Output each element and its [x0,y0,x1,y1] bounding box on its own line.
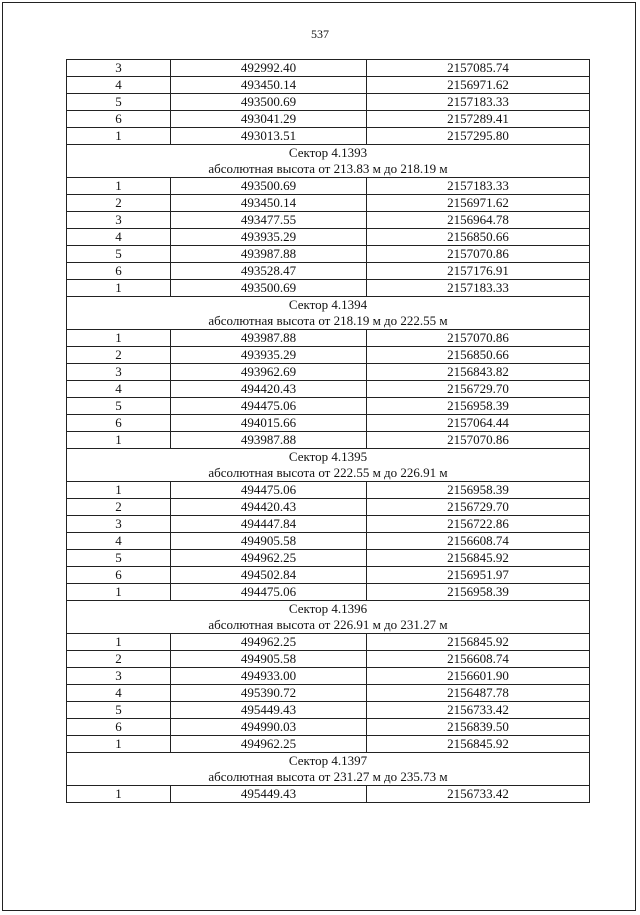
sector-title: Сектор 4.1395 [67,449,590,466]
table-row [67,736,590,753]
point-number: 3 [67,212,171,229]
table-row [67,432,590,449]
table-row [67,347,590,364]
x-coordinate: 493500.69 [171,280,367,297]
point-number: 1 [67,128,171,145]
x-coordinate: 495390.72 [171,685,367,702]
x-coordinate: 493528.47 [171,263,367,280]
x-coordinate: 493962.69 [171,364,367,381]
sector-height: абсолютная высота от 218.19 м до 222.55 м [67,313,590,330]
point-number: 3 [67,668,171,685]
table-row [67,634,590,651]
point-number: 6 [67,719,171,736]
x-coordinate: 493477.55 [171,212,367,229]
x-coordinate: 495449.43 [171,786,367,803]
sector-height-row [67,465,590,482]
y-coordinate: 2156722.86 [367,516,590,533]
x-coordinate: 493987.88 [171,330,367,347]
point-number: 1 [67,584,171,601]
point-number: 1 [67,634,171,651]
point-number: 5 [67,398,171,415]
table-row [67,94,590,111]
point-number: 5 [67,702,171,719]
table-row [67,330,590,347]
x-coordinate: 493013.51 [171,128,367,145]
table-row [67,280,590,297]
sector-title: Сектор 4.1397 [67,753,590,770]
x-coordinate: 493041.29 [171,111,367,128]
sector-height: абсолютная высота от 231.27 м до 235.73 м [67,769,590,786]
sector-height: абсолютная высота от 213.83 м до 218.19 м [67,161,590,178]
point-number: 3 [67,364,171,381]
table-row [67,381,590,398]
x-coordinate: 494475.06 [171,398,367,415]
y-coordinate: 2156487.78 [367,685,590,702]
sector-title-row [67,297,590,314]
table-row [67,567,590,584]
sector-title-row [67,449,590,466]
point-number: 6 [67,111,171,128]
coordinates-table-body [67,60,590,803]
table-row [67,398,590,415]
sector-height-row [67,313,590,330]
y-coordinate: 2156733.42 [367,702,590,719]
x-coordinate: 493935.29 [171,347,367,364]
table-row [67,719,590,736]
table-row [67,482,590,499]
y-coordinate: 2157183.33 [367,94,590,111]
sector-title: Сектор 4.1393 [67,145,590,162]
x-coordinate: 493500.69 [171,94,367,111]
x-coordinate: 494962.25 [171,550,367,567]
table-row [67,229,590,246]
y-coordinate: 2156608.74 [367,651,590,668]
y-coordinate: 2156729.70 [367,381,590,398]
x-coordinate: 493450.14 [171,77,367,94]
x-coordinate: 494962.25 [171,634,367,651]
sector-title: Сектор 4.1394 [67,297,590,314]
y-coordinate: 2156733.42 [367,786,590,803]
table-row [67,60,590,77]
point-number: 4 [67,533,171,550]
y-coordinate: 2157183.33 [367,178,590,195]
y-coordinate: 2156850.66 [367,347,590,364]
y-coordinate: 2157085.74 [367,60,590,77]
x-coordinate: 492992.40 [171,60,367,77]
point-number: 3 [67,60,171,77]
point-number: 4 [67,685,171,702]
table-row [67,263,590,280]
x-coordinate: 494015.66 [171,415,367,432]
y-coordinate: 2157070.86 [367,246,590,263]
table-row [67,212,590,229]
y-coordinate: 2156964.78 [367,212,590,229]
y-coordinate: 2156971.62 [367,77,590,94]
x-coordinate: 495449.43 [171,702,367,719]
sector-height-row [67,617,590,634]
point-number: 2 [67,651,171,668]
table-row [67,550,590,567]
table-row [67,651,590,668]
table-row [67,77,590,94]
table-row [67,702,590,719]
x-coordinate: 494420.43 [171,499,367,516]
point-number: 2 [67,347,171,364]
point-number: 3 [67,516,171,533]
sector-height: абсолютная высота от 226.91 м до 231.27 м [67,617,590,634]
x-coordinate: 494990.03 [171,719,367,736]
y-coordinate: 2156958.39 [367,584,590,601]
point-number: 1 [67,786,171,803]
y-coordinate: 2156845.92 [367,550,590,567]
x-coordinate: 494905.58 [171,651,367,668]
sector-title-row [67,145,590,162]
y-coordinate: 2156971.62 [367,195,590,212]
point-number: 6 [67,567,171,584]
y-coordinate: 2157070.86 [367,330,590,347]
table-row [67,246,590,263]
y-coordinate: 2157295.80 [367,128,590,145]
point-number: 5 [67,94,171,111]
x-coordinate: 494447.84 [171,516,367,533]
y-coordinate: 2157289.41 [367,111,590,128]
point-number: 6 [67,415,171,432]
point-number: 1 [67,736,171,753]
y-coordinate: 2156958.39 [367,482,590,499]
table-row [67,499,590,516]
table-row [67,111,590,128]
x-coordinate: 494905.58 [171,533,367,550]
point-number: 1 [67,330,171,347]
table-row [67,516,590,533]
x-coordinate: 493935.29 [171,229,367,246]
sector-title-row [67,601,590,618]
point-number: 1 [67,178,171,195]
x-coordinate: 494420.43 [171,381,367,398]
point-number: 1 [67,432,171,449]
table-row [67,128,590,145]
sector-title: Сектор 4.1396 [67,601,590,618]
y-coordinate: 2157183.33 [367,280,590,297]
y-coordinate: 2156845.92 [367,634,590,651]
table-row [67,584,590,601]
y-coordinate: 2156729.70 [367,499,590,516]
table-row [67,668,590,685]
table-row [67,364,590,381]
y-coordinate: 2156958.39 [367,398,590,415]
point-number: 1 [67,280,171,297]
point-number: 6 [67,263,171,280]
point-number: 4 [67,77,171,94]
y-coordinate: 2156951.97 [367,567,590,584]
sector-height-row [67,161,590,178]
table-row [67,685,590,702]
point-number: 4 [67,381,171,398]
x-coordinate: 494475.06 [171,482,367,499]
y-coordinate: 2156850.66 [367,229,590,246]
x-coordinate: 494502.84 [171,567,367,584]
x-coordinate: 493500.69 [171,178,367,195]
y-coordinate: 2156843.82 [367,364,590,381]
y-coordinate: 2156845.92 [367,736,590,753]
sector-height: абсолютная высота от 222.55 м до 226.91 м [67,465,590,482]
y-coordinate: 2157176.91 [367,263,590,280]
x-coordinate: 493987.88 [171,432,367,449]
y-coordinate: 2156839.50 [367,719,590,736]
table-row [67,533,590,550]
page-number: 537 [311,27,329,41]
table-row [67,415,590,432]
y-coordinate: 2157064.44 [367,415,590,432]
x-coordinate: 494962.25 [171,736,367,753]
y-coordinate: 2156601.90 [367,668,590,685]
table-row [67,786,590,803]
x-coordinate: 494933.00 [171,668,367,685]
y-coordinate: 2156608.74 [367,533,590,550]
point-number: 4 [67,229,171,246]
x-coordinate: 493987.88 [171,246,367,263]
sector-height-row [67,769,590,786]
point-number: 5 [67,246,171,263]
sector-title-row [67,753,590,770]
coordinates-table [66,59,590,803]
point-number: 2 [67,499,171,516]
table-row [67,178,590,195]
y-coordinate: 2157070.86 [367,432,590,449]
point-number: 5 [67,550,171,567]
table-row [67,195,590,212]
point-number: 1 [67,482,171,499]
x-coordinate: 493450.14 [171,195,367,212]
x-coordinate: 494475.06 [171,584,367,601]
point-number: 2 [67,195,171,212]
